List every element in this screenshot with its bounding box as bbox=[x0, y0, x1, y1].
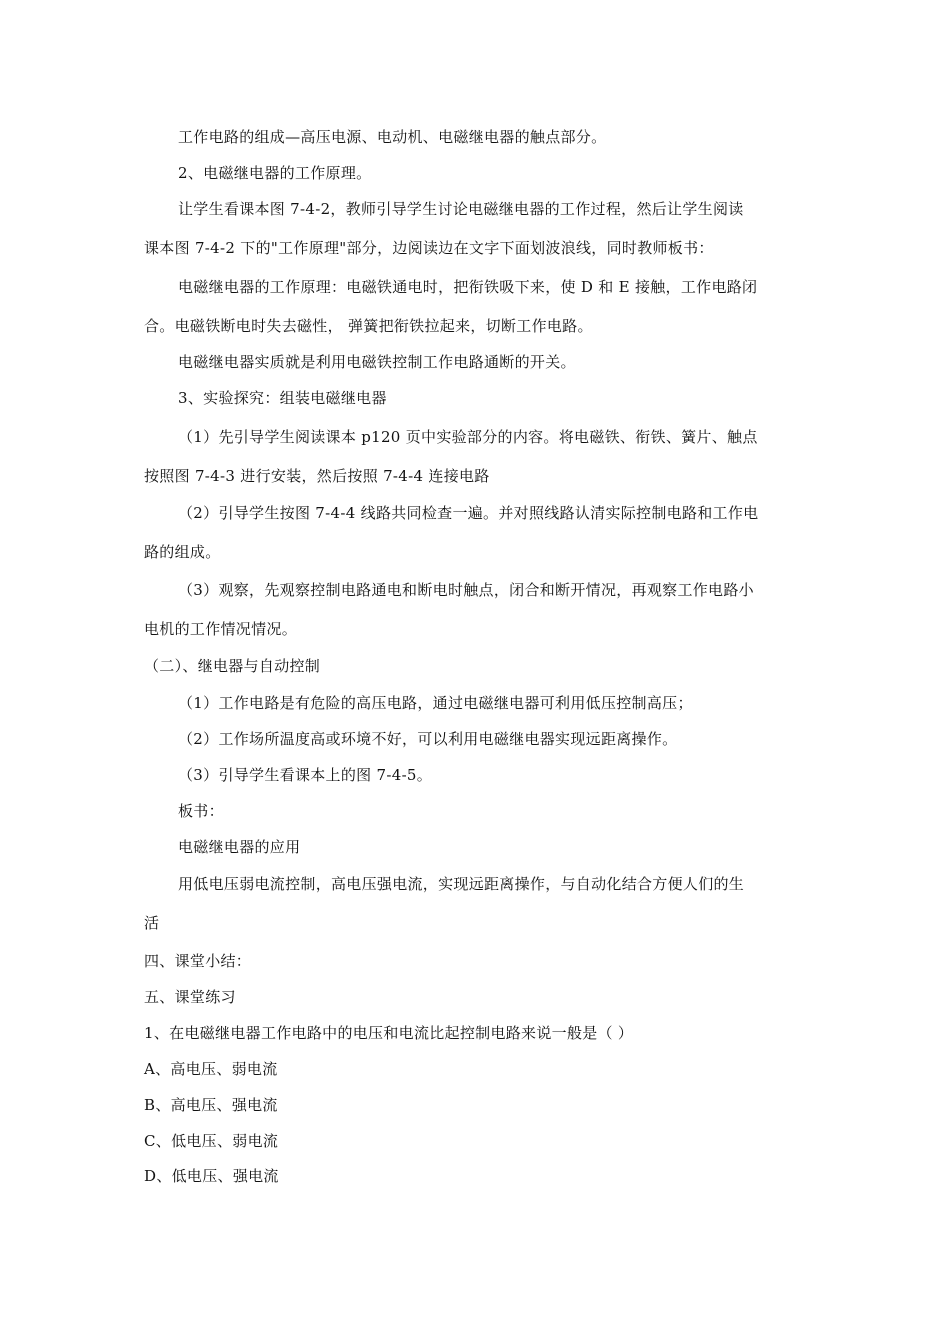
paragraph-line: 电机的工作情况情况。 bbox=[144, 620, 298, 638]
paragraph-line: （3）观察，先观察控制电路通电和断电时触点，闭合和断开情况，再观察工作电路小 bbox=[178, 581, 754, 599]
paragraph-line: 合。电磁铁断电时失去磁性， 弹簧把衔铁拉起来，切断工作电路。 bbox=[144, 317, 593, 335]
answer-option: C、低电压、弱电流 bbox=[144, 1132, 279, 1150]
paragraph-line: 板书： bbox=[178, 802, 224, 820]
section-heading: 3、实验探究：组装电磁继电器 bbox=[178, 389, 387, 407]
paragraph-line: 路的组成。 bbox=[144, 543, 221, 561]
section-heading: 2、电磁继电器的工作原理。 bbox=[178, 164, 372, 182]
section-heading: （二）、继电器与自动控制 bbox=[144, 657, 321, 675]
answer-option: A、高电压、弱电流 bbox=[144, 1060, 278, 1078]
section-heading: 五、课堂练习 bbox=[144, 988, 236, 1006]
paragraph-line: 电磁继电器的工作原理：电磁铁通电时，把衔铁吸下来，使 D 和 E 接触，工作电路闭 bbox=[178, 278, 758, 296]
paragraph-line: （2）工作场所温度高或环境不好，可以利用电磁继电器实现远距离操作。 bbox=[178, 730, 678, 748]
paragraph-line: （1）工作电路是有危险的高压电路，通过电磁继电器可利用低压控制高压； bbox=[178, 694, 693, 712]
answer-option: B、高电压、强电流 bbox=[144, 1096, 278, 1114]
paragraph-line: 让学生看课本图 7-4-2，教师引导学生讨论电磁继电器的工作过程，然后让学生阅读 bbox=[178, 200, 744, 218]
paragraph-line: 课本图 7-4-2 下的"工作原理"部分，边阅读边在文字下面划波浪线，同时教师板书： bbox=[144, 239, 714, 257]
paragraph-line: 工作电路的组成—高压电源、电动机、电磁继电器的触点部分。 bbox=[178, 128, 607, 146]
paragraph-line: （2）引导学生按图 7-4-4 线路共同检查一遍。并对照线路认清实际控制电路和工作电 bbox=[178, 504, 759, 522]
paragraph-line: （3）引导学生看课本上的图 7-4-5。 bbox=[178, 766, 433, 784]
question-line: 1、在电磁继电器工作电路中的电压和电流比起控制电路来说一般是（ ） bbox=[144, 1024, 634, 1042]
answer-option: D、低电压、强电流 bbox=[144, 1167, 279, 1185]
paragraph-line: 电磁继电器实质就是利用电磁铁控制工作电路通断的开关。 bbox=[178, 353, 576, 371]
paragraph-line: 用低电压弱电流控制，高电压强电流，实现远距离操作，与自动化结合方便人们的生 bbox=[178, 875, 745, 893]
paragraph-line: 活 bbox=[144, 914, 160, 932]
section-heading: 四、课堂小结： bbox=[144, 952, 252, 970]
paragraph-line: 电磁继电器的应用 bbox=[178, 838, 301, 856]
paragraph-line: 按照图 7-4-3 进行安装，然后按照 7-4-4 连接电路 bbox=[144, 467, 490, 485]
paragraph-line: （1）先引导学生阅读课本 p120 页中实验部分的内容。将电磁铁、衔铁、簧片、触点 bbox=[178, 428, 758, 446]
